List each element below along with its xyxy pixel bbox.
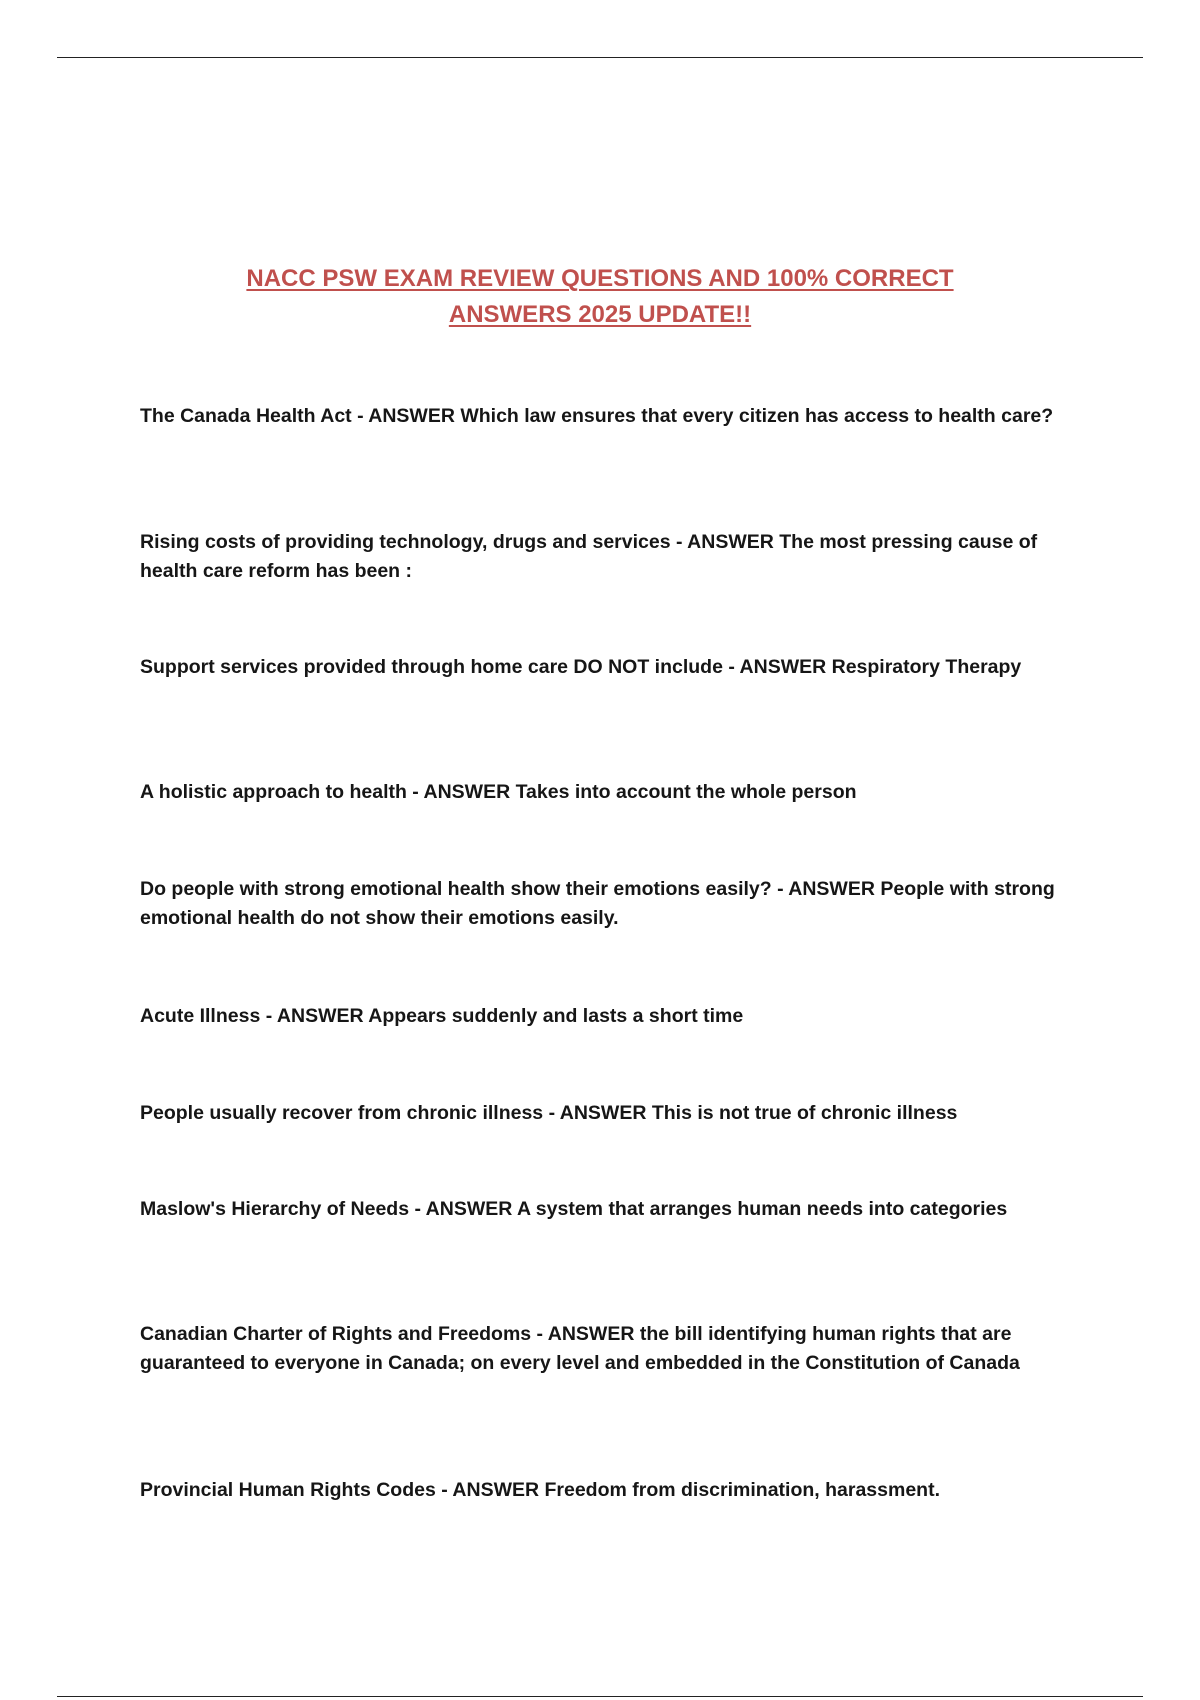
qa-item-holistic-approach: A holistic approach to health - ANSWER Takes into account the whole person bbox=[140, 781, 857, 803]
qa-item-rising-costs: Rising costs of providing technology, drugs and services - ANSWER The most pressing cause of health care reform has been : bbox=[140, 531, 1038, 582]
qa-item-charter-of-rights: Canadian Charter of Rights and Freedoms - ANSWER the bill identifying human rights that are guaranteed to everyone in Canada; on every level and embedded in the Constitution of Canada bbox=[140, 1323, 1020, 1374]
qa-item-emotional-health: Do people with strong emotional health show their emotions easily? - ANSWER People with strong emotional health do not show their emotions easily. bbox=[140, 878, 1055, 929]
title-line-2: ANSWERS 2025 UPDATE!! bbox=[448, 301, 752, 328]
top-rule bbox=[57, 57, 1143, 58]
qa-item-support-services: Support services provided through home care DO NOT include - ANSWER Respiratory Therapy bbox=[140, 656, 1022, 678]
qa-item-chronic-illness: People usually recover from chronic illness - ANSWER This is not true of chronic illness bbox=[140, 1102, 958, 1124]
bottom-rule bbox=[57, 1696, 1143, 1697]
qa-item-provincial-codes: Provincial Human Rights Codes - ANSWER Freedom from discrimination, harassment. bbox=[140, 1479, 941, 1501]
qa-item-maslow-hierarchy: Maslow's Hierarchy of Needs - ANSWER A system that arranges human needs into categories bbox=[140, 1198, 1008, 1220]
qa-item-canada-health-act: The Canada Health Act - ANSWER Which law ensures that every citizen has access to health care? bbox=[140, 405, 1054, 427]
title-line-1: NACC PSW EXAM REVIEW QUESTIONS AND 100% CORRECT bbox=[246, 265, 954, 292]
qa-item-acute-illness: Acute Illness - ANSWER Appears suddenly and lasts a short time bbox=[140, 1005, 744, 1027]
document-title bbox=[140, 261, 1060, 333]
